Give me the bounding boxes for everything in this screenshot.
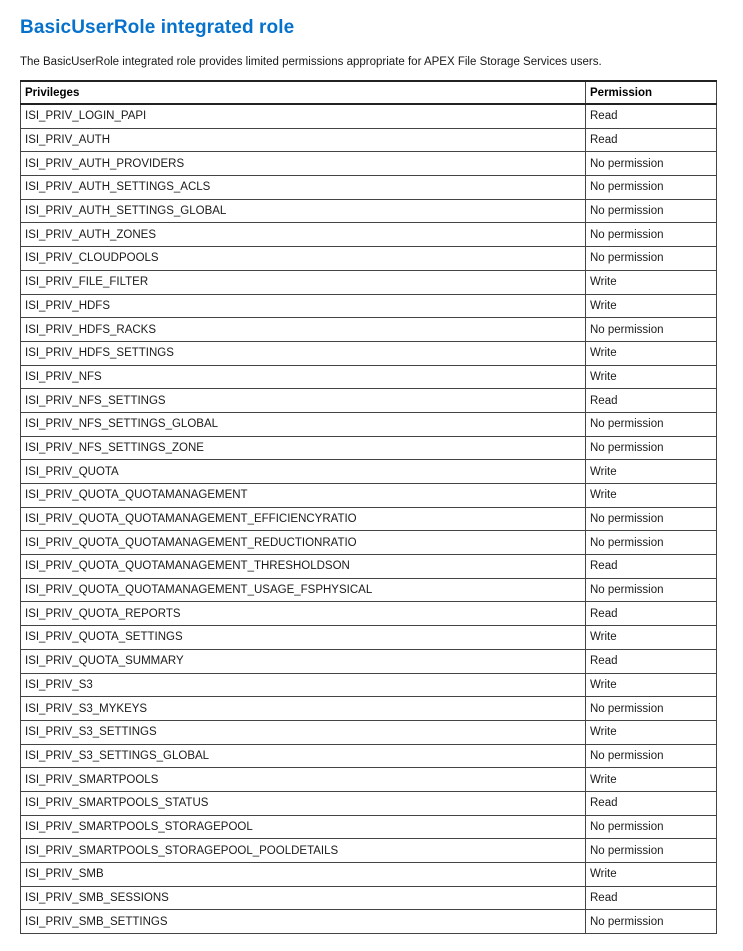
document-page: [20, 14, 720, 928]
privilege-cell: ISI_PRIV_NFS_SETTINGS_ZONE: [21, 436, 586, 460]
privilege-cell: ISI_PRIV_AUTH_ZONES: [21, 223, 586, 247]
permission-cell: No permission: [586, 436, 717, 460]
privilege-cell: ISI_PRIV_AUTH_SETTINGS_ACLS: [21, 176, 586, 200]
permission-cell: No permission: [586, 910, 717, 934]
privilege-cell: ISI_PRIV_AUTH_SETTINGS_GLOBAL: [21, 199, 586, 223]
permission-cell: Write: [586, 863, 717, 887]
permission-cell: No permission: [586, 531, 717, 555]
table-row: [21, 294, 717, 318]
privilege-cell: ISI_PRIV_S3_MYKEYS: [21, 697, 586, 721]
privilege-cell: ISI_PRIV_QUOTA_SUMMARY: [21, 649, 586, 673]
table-row: [21, 910, 717, 934]
privilege-cell: ISI_PRIV_QUOTA_SETTINGS: [21, 626, 586, 650]
privilege-cell: ISI_PRIV_HDFS: [21, 294, 586, 318]
table-row: [21, 341, 717, 365]
table-row: [21, 697, 717, 721]
table-row: [21, 176, 717, 200]
table-row: [21, 791, 717, 815]
permission-cell: No permission: [586, 176, 717, 200]
privilege-cell: ISI_PRIV_S3_SETTINGS: [21, 720, 586, 744]
privilege-cell: ISI_PRIV_QUOTA_QUOTAMANAGEMENT_EFFICIENCYRATIO: [21, 507, 586, 531]
table-row: [21, 720, 717, 744]
permission-cell: Read: [586, 791, 717, 815]
privilege-cell: ISI_PRIV_NFS: [21, 365, 586, 389]
permission-cell: No permission: [586, 697, 717, 721]
table-row: [21, 673, 717, 697]
privilege-cell: ISI_PRIV_SMB_SETTINGS: [21, 910, 586, 934]
table-row: [21, 863, 717, 887]
permission-cell: No permission: [586, 199, 717, 223]
table-row: [21, 318, 717, 342]
permission-cell: No permission: [586, 507, 717, 531]
table-row: [21, 152, 717, 176]
permission-cell: Read: [586, 104, 717, 128]
privilege-cell: ISI_PRIV_QUOTA_REPORTS: [21, 602, 586, 626]
privilege-cell: ISI_PRIV_QUOTA_QUOTAMANAGEMENT_REDUCTIONRATIO: [21, 531, 586, 555]
section-description: The BasicUserRole integrated role provides limited permissions appropriate for APEX File Storage Services users.: [20, 56, 602, 68]
column-header-permission: Permission: [586, 81, 717, 104]
permission-cell: Read: [586, 389, 717, 413]
permission-cell: Write: [586, 484, 717, 508]
permission-cell: No permission: [586, 815, 717, 839]
table-row: [21, 460, 717, 484]
table-row: [21, 128, 717, 152]
permission-cell: No permission: [586, 247, 717, 271]
table-row: [21, 104, 717, 128]
privileges-table: [20, 80, 717, 934]
section-title: BasicUserRole integrated role: [20, 17, 295, 38]
privilege-cell: ISI_PRIV_HDFS_RACKS: [21, 318, 586, 342]
table-row: [21, 389, 717, 413]
permission-cell: Write: [586, 365, 717, 389]
column-header-privileges: Privileges: [21, 81, 586, 104]
permission-cell: Read: [586, 555, 717, 579]
table-row: [21, 839, 717, 863]
table-row: [21, 484, 717, 508]
permission-cell: Write: [586, 270, 717, 294]
privilege-cell: ISI_PRIV_S3: [21, 673, 586, 697]
table-row: [21, 626, 717, 650]
table-row: [21, 886, 717, 910]
table-row: [21, 815, 717, 839]
permission-cell: Write: [586, 673, 717, 697]
permission-cell: Read: [586, 128, 717, 152]
permission-cell: No permission: [586, 223, 717, 247]
permission-cell: No permission: [586, 152, 717, 176]
table-row: [21, 555, 717, 579]
table-row: [21, 531, 717, 555]
permission-cell: Read: [586, 886, 717, 910]
table-row: [21, 507, 717, 531]
privilege-cell: ISI_PRIV_SMARTPOOLS_STORAGEPOOL_POOLDETAILS: [21, 839, 586, 863]
permission-cell: No permission: [586, 318, 717, 342]
table-row: [21, 223, 717, 247]
table-header-row: [21, 81, 717, 104]
table-row: [21, 436, 717, 460]
permission-cell: No permission: [586, 412, 717, 436]
table-row: [21, 578, 717, 602]
table-row: [21, 199, 717, 223]
permission-cell: No permission: [586, 578, 717, 602]
privilege-cell: ISI_PRIV_AUTH_PROVIDERS: [21, 152, 586, 176]
privilege-cell: ISI_PRIV_NFS_SETTINGS: [21, 389, 586, 413]
privilege-cell: ISI_PRIV_SMB_SESSIONS: [21, 886, 586, 910]
permission-cell: No permission: [586, 744, 717, 768]
permission-cell: Write: [586, 720, 717, 744]
permission-cell: Write: [586, 294, 717, 318]
permission-cell: Read: [586, 649, 717, 673]
permission-cell: Write: [586, 626, 717, 650]
table-row: [21, 365, 717, 389]
privilege-cell: ISI_PRIV_AUTH: [21, 128, 586, 152]
privilege-cell: ISI_PRIV_SMARTPOOLS_STORAGEPOOL: [21, 815, 586, 839]
privilege-cell: ISI_PRIV_QUOTA_QUOTAMANAGEMENT_USAGE_FSPHYSICAL: [21, 578, 586, 602]
privilege-cell: ISI_PRIV_NFS_SETTINGS_GLOBAL: [21, 412, 586, 436]
privilege-cell: ISI_PRIV_SMARTPOOLS: [21, 768, 586, 792]
table-row: [21, 768, 717, 792]
permission-cell: No permission: [586, 839, 717, 863]
privilege-cell: ISI_PRIV_S3_SETTINGS_GLOBAL: [21, 744, 586, 768]
table-body: [21, 104, 717, 934]
table-row: [21, 247, 717, 271]
permission-cell: Write: [586, 341, 717, 365]
permission-cell: Read: [586, 602, 717, 626]
privilege-cell: ISI_PRIV_FILE_FILTER: [21, 270, 586, 294]
privilege-cell: ISI_PRIV_LOGIN_PAPI: [21, 104, 586, 128]
privilege-cell: ISI_PRIV_HDFS_SETTINGS: [21, 341, 586, 365]
privilege-cell: ISI_PRIV_SMARTPOOLS_STATUS: [21, 791, 586, 815]
table-row: [21, 649, 717, 673]
privilege-cell: ISI_PRIV_CLOUDPOOLS: [21, 247, 586, 271]
privilege-cell: ISI_PRIV_QUOTA: [21, 460, 586, 484]
permission-cell: Write: [586, 460, 717, 484]
privilege-cell: ISI_PRIV_SMB: [21, 863, 586, 887]
table-row: [21, 270, 717, 294]
permission-cell: Write: [586, 768, 717, 792]
table-row: [21, 412, 717, 436]
privilege-cell: ISI_PRIV_QUOTA_QUOTAMANAGEMENT_THRESHOLDSON: [21, 555, 586, 579]
table-row: [21, 744, 717, 768]
table-row: [21, 602, 717, 626]
privilege-cell: ISI_PRIV_QUOTA_QUOTAMANAGEMENT: [21, 484, 586, 508]
